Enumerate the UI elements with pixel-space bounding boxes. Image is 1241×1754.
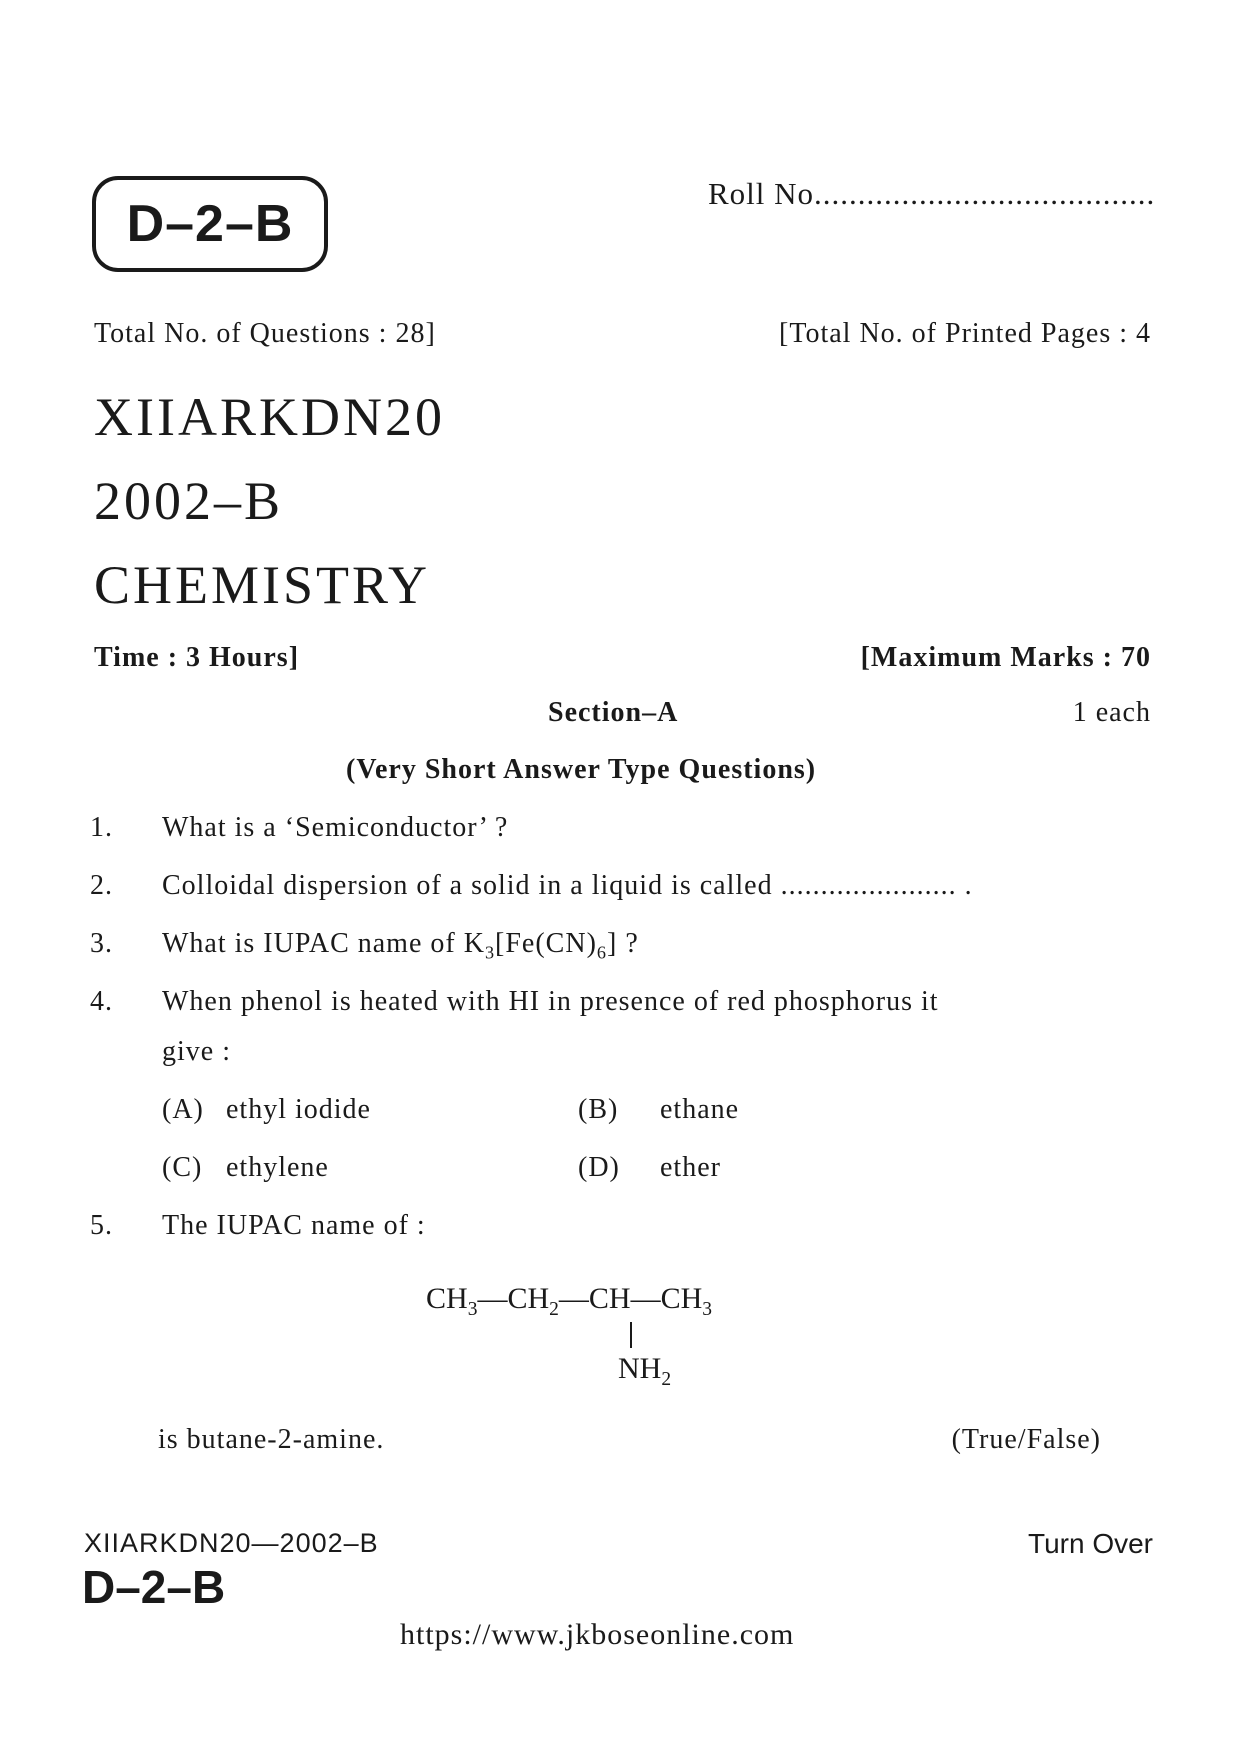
- option-d-text: ether: [660, 1152, 721, 1183]
- option-d-label: (D): [578, 1152, 620, 1183]
- maximum-marks: [Maximum Marks : 70: [860, 642, 1151, 673]
- section-subtitle: (Very Short Answer Type Questions): [346, 754, 817, 785]
- answer-type: (True/False): [951, 1424, 1101, 1455]
- question-number: 5.: [90, 1210, 113, 1241]
- time-limit: Time : 3 Hours]: [94, 642, 300, 673]
- option-b-label: (B): [578, 1094, 619, 1125]
- option-c-label: (C): [162, 1152, 203, 1183]
- question-number: 2.: [90, 870, 113, 901]
- paper-id: 2002–B: [94, 471, 284, 531]
- question-4-text-cont: give :: [162, 1036, 231, 1067]
- source-url: https://www.jkboseonline.com: [400, 1618, 795, 1651]
- question-5-text: The IUPAC name of :: [162, 1210, 426, 1241]
- footer-paper-code: D–2–B: [82, 1561, 226, 1613]
- total-questions: Total No. of Questions : 28]: [94, 318, 436, 349]
- chemical-structure-chain: $CH_3—CH_2—CH—CH_3$: [426, 1282, 712, 1320]
- footer-exam-code: XIIARKDN20—2002–B: [84, 1528, 379, 1558]
- exam-code: XIIARKDN20: [94, 387, 445, 447]
- turn-over-label: Turn Over: [1028, 1528, 1153, 1559]
- paper-code: D–2–B: [126, 195, 294, 253]
- section-title: Section–A: [548, 697, 679, 728]
- option-c-text: ethylene: [226, 1152, 329, 1183]
- question-number: 1.: [90, 812, 113, 843]
- option-a-text: ethyl iodide: [226, 1094, 371, 1125]
- bond-line: [630, 1322, 632, 1348]
- question-number: 4.: [90, 986, 113, 1017]
- question-5-statement: is butane-2-amine.: [158, 1424, 385, 1455]
- option-a-label: (A): [162, 1094, 204, 1125]
- subject-title: CHEMISTRY: [94, 555, 431, 615]
- chemical-structure-amine: $NH_2$: [618, 1352, 672, 1390]
- paper-code-box: [92, 176, 328, 272]
- question-1-text: What is a ‘Semiconductor’ ?: [162, 812, 509, 843]
- option-b-text: ethane: [660, 1094, 740, 1125]
- question-4-text: When phenol is heated with HI in presence of red phosphorus it: [162, 986, 939, 1017]
- question-3-text: What is IUPAC name of $K_3[Fe(CN)_6]$ ?: [162, 928, 639, 963]
- question-2-text: Colloidal dispersion of a solid in a liquid is called ...................... .: [162, 870, 973, 901]
- section-marks: 1 each: [1072, 697, 1151, 728]
- roll-number-field: Roll No.......................................: [708, 176, 1156, 211]
- question-number: 3.: [90, 928, 113, 959]
- total-pages: [Total No. of Printed Pages : 4: [779, 318, 1151, 349]
